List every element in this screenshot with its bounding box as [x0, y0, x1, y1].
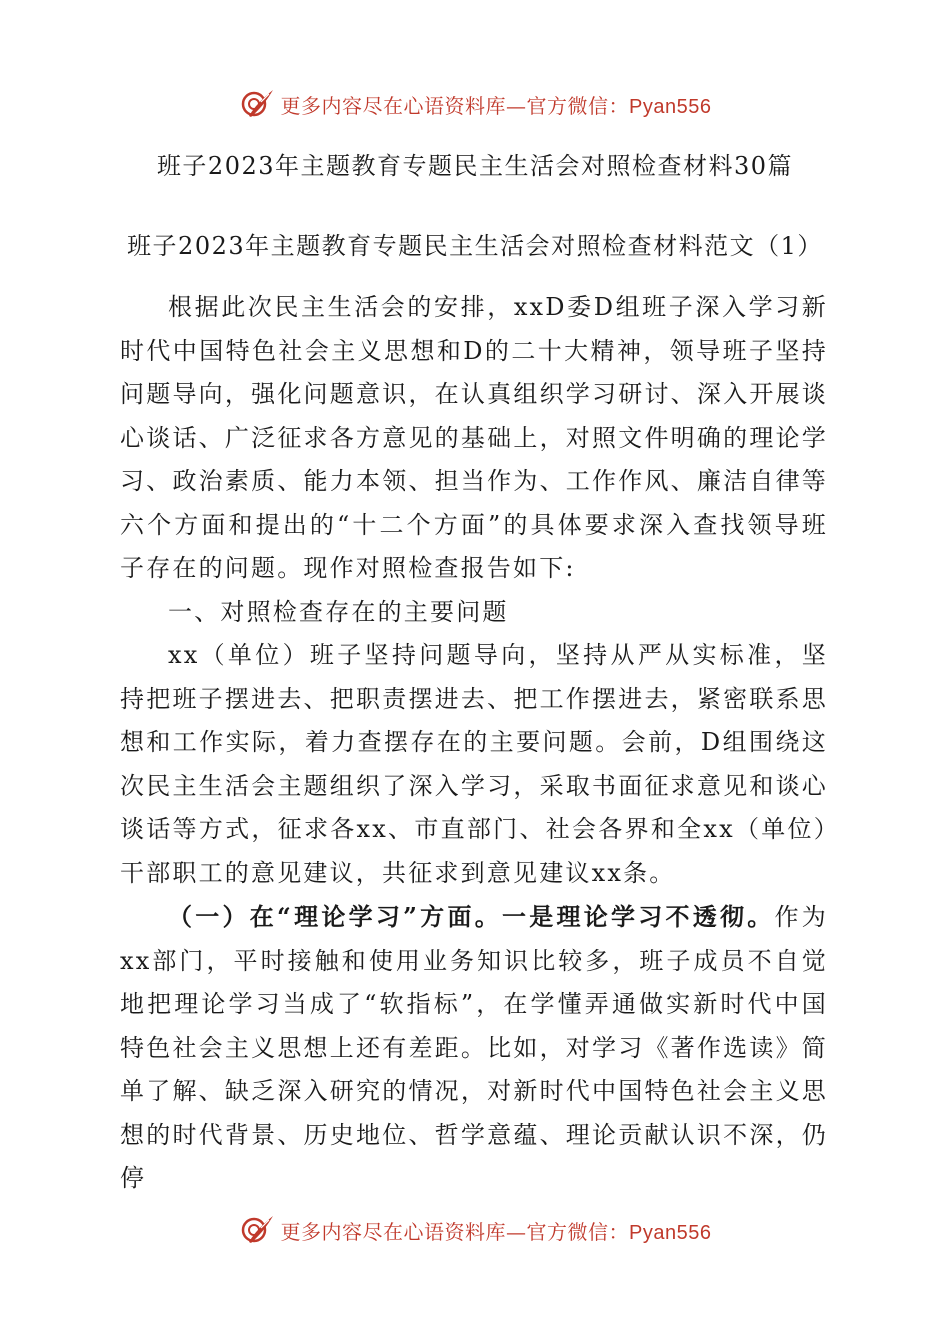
- banner-text: [281, 1216, 712, 1245]
- banner-label: 更多内容尽在心语资料库—官方微信：: [280, 1219, 630, 1244]
- paragraph-unit-intro: xx（单位）班子坚持问题导向，坚持从严从实标准，坚持把班子摆进去、把职责摆进去、把工作摆进去，紧密联系思想和工作实际，着力查摆存在的主要问题。会前，D组围绕这次民主生活会主题组织了深入学习，采取书面征求意见和谈心谈话等方式，征求各xx、市直部门、社会各界和全xx（单位）干部职工的意见建议，共征求到意见建议xx条。: [120, 641, 828, 887]
- document-body: [120, 286, 828, 1201]
- banner-wechat-id: Pyan556: [629, 95, 712, 118]
- quill-logo-icon: [239, 86, 275, 122]
- paragraph-theory: [120, 895, 828, 1201]
- footer-banner: [0, 1210, 950, 1250]
- paragraph-intro: 根据此次民主生活会的安排，xxD委D组班子深入学习新时代中国特色社会主义思想和D的二十大精神，领导班子坚持问题导向，强化问题意识，在认真组织学习研讨、深入开展谈心谈话、广泛征求各方意见的基础上，对照文件明确的理论学习、政治素质、能力本领、担当作为、工作作风、廉洁自律等六个方面和提出的“十二个方面”的具体要求深入查找领导班子存在的问题。现作对照检查报告如下:: [120, 293, 828, 582]
- theory-body: 作为xx部门，平时接触和使用业务知识比较多，班子成员不自觉地把理论学习当成了“软指标”，在学懂弄通做实新时代中国特色社会主义思想上还有差距。比如，对学习《著作选读》简单了解、缺乏深入研究的情况，对新时代中国特色社会主义思想的时代背景、历史地位、哲学意蕴、理论贡献认识不深，仍停: [120, 903, 828, 1192]
- banner-wechat-id: Pyan556: [629, 1221, 712, 1244]
- banner-label: 更多内容尽在心语资料库—官方微信：: [280, 93, 630, 118]
- document-subtitle: 班子2023年主题教育专题民主生活会对照检查材料范文（1）: [127, 232, 823, 260]
- quill-logo-icon: [239, 1212, 275, 1248]
- section-heading: 一、对照检查存在的主要问题: [168, 597, 509, 626]
- banner-text: [281, 90, 712, 119]
- header-banner: [0, 84, 950, 124]
- theory-heading-bold: （一）在“理论学习”方面。一是理论学习不透彻。: [168, 902, 775, 931]
- document-title: 班子2023年主题教育专题民主生活会对照检查材料30篇: [156, 152, 794, 180]
